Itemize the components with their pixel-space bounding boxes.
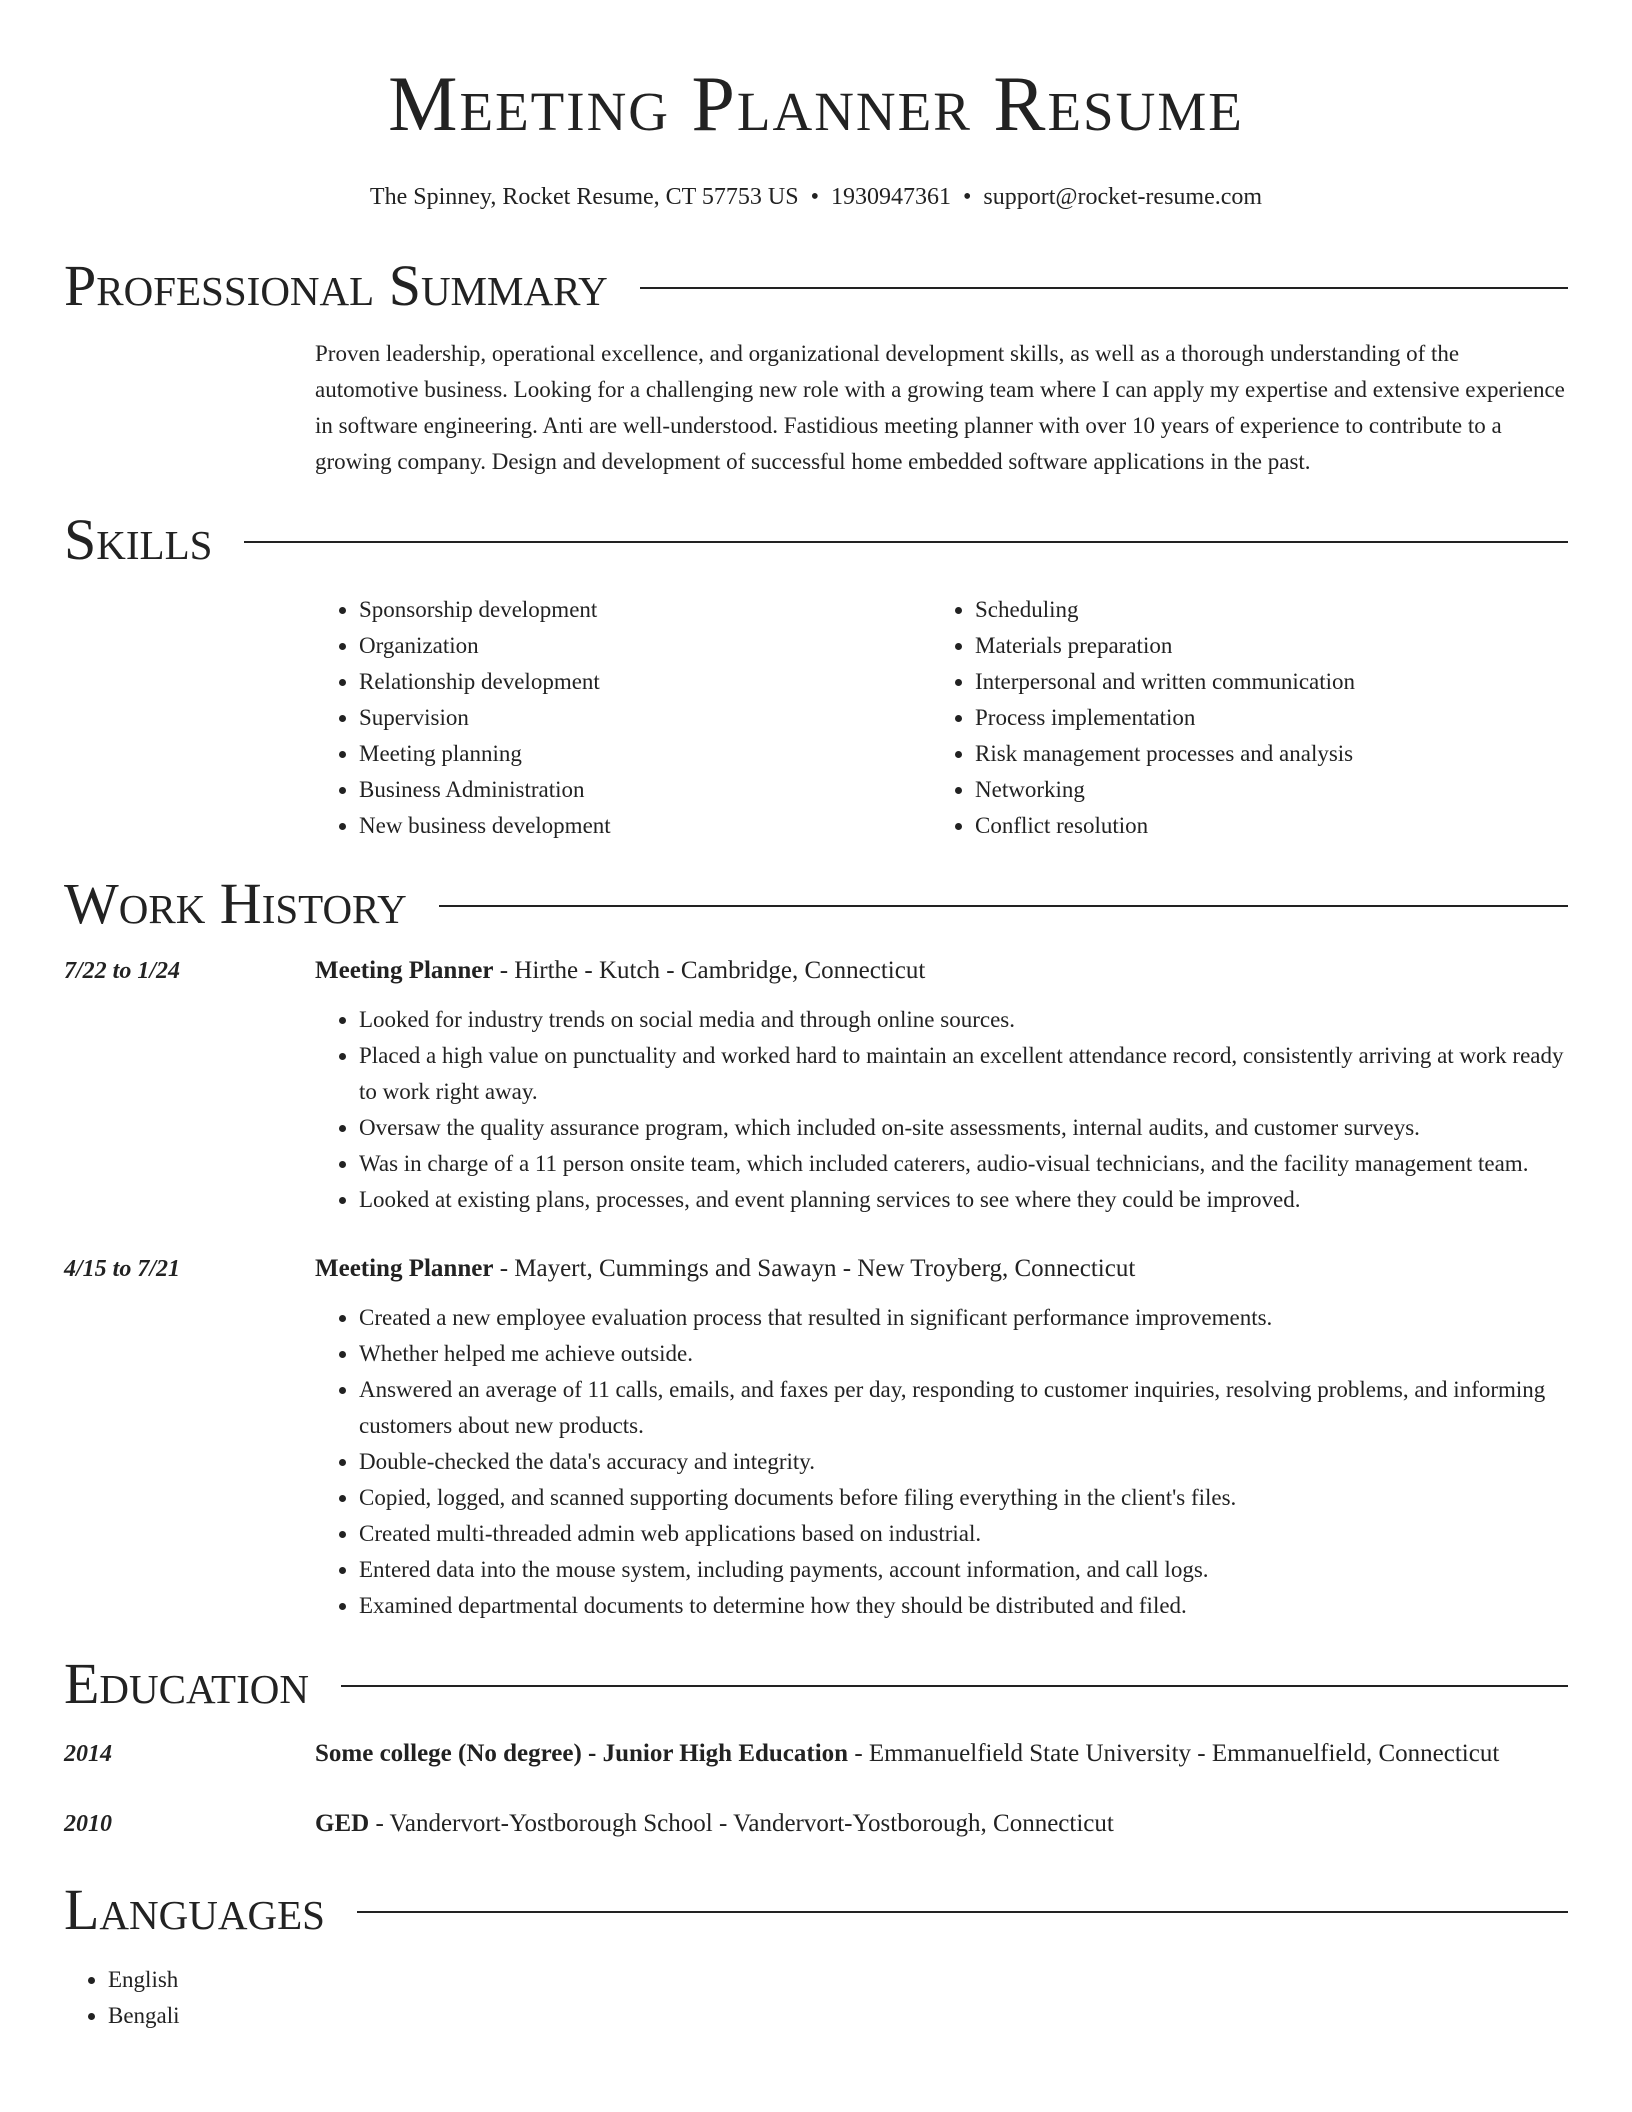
education-entry: [64, 1734, 1568, 1774]
contact-separator: •: [962, 184, 972, 210]
skill-item: • Supervision: [359, 700, 931, 736]
job-bullet: • Looked at existing plans, processes, and event planning services to see where they could be improved.: [359, 1182, 1568, 1218]
work-section-header: [64, 871, 1568, 936]
summary-heading: Professional Summary: [64, 253, 608, 318]
education-body: [315, 1804, 1114, 1844]
job-heading: [315, 1250, 1568, 1288]
job-title: Meeting Planner: [315, 1255, 494, 1282]
skill-item: • New business development: [359, 808, 931, 844]
resume-page: [64, 0, 1568, 2034]
education-degree: GED: [315, 1810, 370, 1837]
contact-email[interactable]: support@rocket-resume.com: [983, 184, 1263, 210]
job-bullets: [315, 1002, 1568, 1218]
job-date: 7/22 to 1/24: [64, 958, 181, 984]
job-date: 4/15 to 7/21: [64, 1256, 181, 1282]
education-degree: Some college (No degree) - Junior High Education: [315, 1740, 849, 1767]
education-details: - Vandervort-Yostborough School - Vandervort-Yostborough, Connecticut: [369, 1810, 1114, 1837]
job-bullet: • Created a new employee evaluation process that resulted in significant performance improvements.: [359, 1300, 1568, 1336]
education-details: - Emmanuelfield State University - Emmanuelfield, Connecticut: [848, 1740, 1500, 1767]
job-bullet: • Was in charge of a 11 person onsite team, which included caterers, audio-visual technicians, and the facility management team.: [359, 1146, 1568, 1182]
job-bullet: • Oversaw the quality assurance program, which included on-site assessments, internal audits, and customer surveys.: [359, 1110, 1568, 1146]
job-body: [315, 952, 1568, 1218]
job-details: - Mayert, Cummings and Sawayn - New Troyberg, Connecticut: [493, 1255, 1136, 1282]
skills-column-right: [931, 592, 1547, 844]
job-bullet: • Created multi-threaded admin web applications based on industrial.: [359, 1516, 1568, 1552]
job-entry: [64, 952, 1568, 1218]
contact-phone: 1930947361: [830, 184, 951, 210]
education-date: 2010: [64, 1811, 112, 1837]
section-rule: [640, 287, 1568, 289]
job-bullet: • Whether helped me achieve outside.: [359, 1336, 1568, 1372]
skill-item: • Sponsorship development: [359, 592, 931, 628]
summary-text: Proven leadership, operational excellence, and organizational development skills, as well as a thorough understanding of the automotive business. Looking for a challenging new role with a growing team where I can apply my expertise and extensive experience in software engineering. Anti are well-understood. Fastidious meeting planner with over 10 years of experience to contribute to a growing company. Design and development of successful home embedded software applications in the past.: [315, 341, 1565, 474]
job-bullet: • Answered an average of 11 calls, emails, and faxes per day, responding to customer inquiries, resolving problems, and informing customers about new products.: [359, 1372, 1568, 1444]
contact-address: The Spinney, Rocket Resume, CT 57753 US: [369, 184, 799, 210]
skills-heading: Skills: [64, 507, 213, 572]
skill-item: • Networking: [975, 772, 1547, 808]
section-rule: [439, 905, 1568, 907]
job-title: Meeting Planner: [315, 957, 494, 984]
job-bullet: • Placed a high value on punctuality and worked hard to maintain an excellent attendance record, consistently arriving at work ready to work right away.: [359, 1038, 1568, 1110]
contact-line: [64, 182, 1568, 212]
education-body: [315, 1734, 1499, 1774]
job-bullet: • Double-checked the data's accuracy and integrity.: [359, 1444, 1568, 1480]
education-date: 2014: [64, 1741, 112, 1767]
job-bullet: • Copied, logged, and scanned supporting documents before filing everything in the client's files.: [359, 1480, 1568, 1516]
education-section-header: [64, 1651, 1568, 1716]
job-bullets: [315, 1300, 1568, 1624]
work-heading: Work History: [64, 871, 407, 936]
skill-item: • Interpersonal and written communication: [975, 664, 1547, 700]
job-heading: [315, 952, 1568, 990]
skill-item: • Organization: [359, 628, 931, 664]
skill-item: • Materials preparation: [975, 628, 1547, 664]
skill-item: • Process implementation: [975, 700, 1547, 736]
skill-item: • Business Administration: [359, 772, 931, 808]
section-rule: [341, 1685, 1568, 1687]
summary-section-header: [64, 253, 1568, 318]
job-bullet: • Entered data into the mouse system, including payments, account information, and call logs.: [359, 1552, 1568, 1588]
education-entry: [64, 1804, 1568, 1844]
skill-item: • Risk management processes and analysis: [975, 736, 1547, 772]
job-bullet: • Looked for industry trends on social media and through online sources.: [359, 1002, 1568, 1038]
languages-section-header: [64, 1877, 1568, 1942]
skills-list: [315, 592, 1568, 844]
job-bullet: • Examined departmental documents to determine how they should be distributed and filed.: [359, 1588, 1568, 1624]
education-heading: Education: [64, 1651, 309, 1716]
language-item: • English: [108, 1962, 1568, 1998]
contact-separator: •: [810, 184, 819, 210]
skills-section-header: [64, 507, 1568, 572]
skill-item: • Scheduling: [975, 592, 1547, 628]
section-rule: [244, 541, 1568, 543]
languages-list: [64, 1962, 1568, 2034]
languages-heading: Languages: [64, 1877, 325, 1942]
skill-item: • Conflict resolution: [975, 808, 1547, 844]
skills-column-left: [315, 592, 931, 844]
job-entry: [64, 1250, 1568, 1624]
page-title: Meeting Planner Resume: [388, 60, 1244, 147]
section-rule: [357, 1911, 1568, 1913]
language-item: • Bengali: [108, 1998, 1568, 2034]
skill-item: • Meeting planning: [359, 736, 931, 772]
skill-item: • Relationship development: [359, 664, 931, 700]
job-details: - Hirthe - Kutch - Cambridge, Connecticut: [493, 957, 926, 984]
job-body: [315, 1250, 1568, 1624]
